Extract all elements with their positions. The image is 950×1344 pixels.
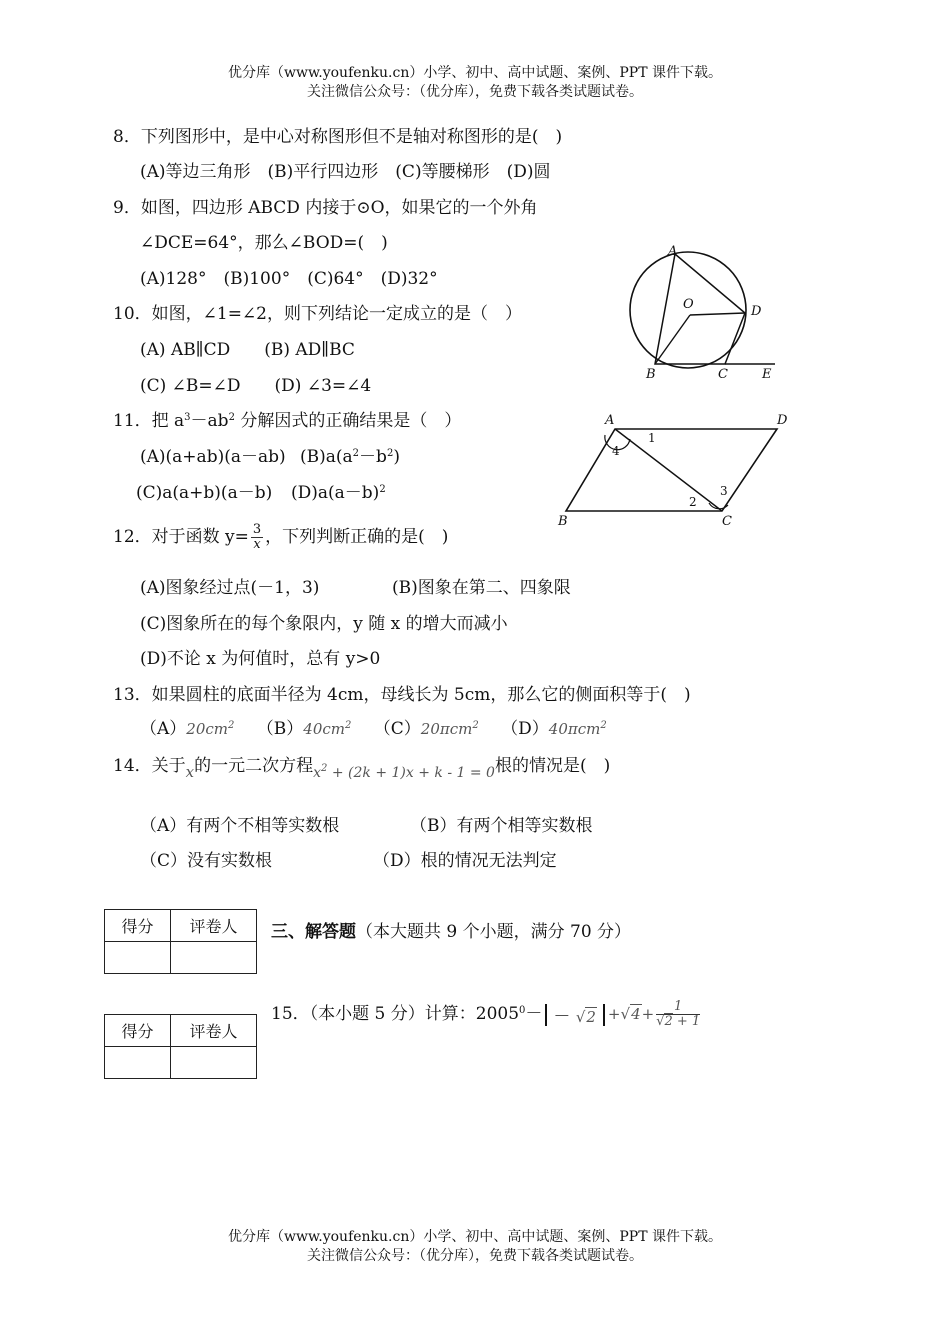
- q13-opt-d-exp: 2: [600, 720, 607, 731]
- q12-stem-post: ，下列判断正确的是( ): [265, 527, 449, 547]
- q12-fraction: [251, 523, 263, 552]
- quadrilateral-abcd: [566, 429, 777, 511]
- q10-stem: 10．如图，∠1=∠2，则下列结论一定成立的是（ ）: [113, 304, 522, 324]
- q11-option-b: [300, 446, 400, 468]
- header-line-2: 关注微信公众号：（优分库），免费下载各类试题试卷。: [307, 84, 643, 100]
- q11-stem-pre: 11．把 a: [113, 411, 185, 431]
- q12-frac-num: 3: [252, 522, 262, 537]
- q9-circle-figure: [620, 240, 790, 385]
- q11-stem-post: 分解因式的正确结果是（ ）: [234, 411, 462, 431]
- q14-stem-pre: 14．关于: [113, 756, 186, 776]
- section3-heading: [271, 921, 631, 943]
- q12-stem: [113, 523, 448, 552]
- q8-stem: 8．下列图形中，是中心对称图形但不是轴对称图形的是( ): [113, 127, 563, 147]
- q14-eq-pre: x: [313, 765, 322, 781]
- q11-optb-pre: (B)a(a: [300, 447, 353, 467]
- q15-frac-den: √2 + 1: [656, 1014, 701, 1029]
- grader-label: 评卷人: [171, 1015, 257, 1047]
- diagonal-ac: [615, 429, 722, 511]
- footer-line-2: 关注微信公众号：（优分库），免费下载各类试题试卷。: [307, 1248, 643, 1264]
- grader-cell: [171, 1047, 257, 1079]
- q10-parallelogram-figure: [552, 405, 797, 530]
- q13-opt-b-value: 40cm: [303, 720, 345, 738]
- section3-desc: （本大题共 9 个小题，满分 70 分）: [356, 922, 632, 942]
- q11-stem: [113, 410, 461, 432]
- q13-opt-a-value: 20cm: [186, 720, 228, 738]
- q11-optb-mid: －b: [359, 447, 387, 467]
- q12-stem-pre: 12．对于函数 y=: [113, 527, 249, 547]
- q13-options: [140, 718, 607, 740]
- q14-stem-mid: 的一元二次方程: [194, 756, 314, 776]
- q15-sqrt2-radicand: 2: [586, 1007, 596, 1026]
- grader-label: 评卷人: [171, 910, 257, 942]
- q15-sqrt4-radicand: 4: [631, 1005, 641, 1023]
- label-e: E: [762, 367, 772, 382]
- score-box-q15: [104, 1014, 257, 1079]
- q13-opt-c-exp: 2: [472, 720, 479, 731]
- q11-option-c: (C)a(a+b)(a－b): [136, 483, 273, 503]
- angle-label-1: 1: [648, 431, 656, 445]
- q15-abs-value: [545, 1004, 605, 1026]
- q15-abs-minus: －: [553, 1006, 571, 1027]
- q14-eq-exp: 2: [321, 763, 328, 774]
- q11-stem-mid: －ab: [190, 411, 229, 431]
- label-a: A: [668, 244, 678, 259]
- footer-line-1: 优分库（www.youfenku.cn）小学、初中、高中试题、案例、PPT 课件下载。: [227, 1229, 722, 1245]
- label-c: C: [722, 514, 732, 529]
- score-cell: [105, 942, 171, 974]
- q15-frac-den-radicand: 2: [664, 1014, 673, 1029]
- q11-exp-2: 2: [228, 412, 235, 423]
- q8-options: (A)等边三角形 (B)平行四边形 (C)等腰梯形 (D)圆: [140, 162, 551, 182]
- q15-stem: [271, 1000, 702, 1029]
- q9-stem-line1: 9．如图，四边形 ABCD 内接于⊙O，如果它的一个外角: [113, 198, 538, 218]
- q13-opt-c-label: （C）: [373, 719, 421, 739]
- q14-stem-post: 根的情况是( ): [494, 756, 611, 776]
- q15-sqrt2: √2: [575, 1007, 596, 1026]
- q13-opt-a-label: （A）: [140, 719, 187, 739]
- q12-frac-den: x: [253, 537, 261, 552]
- label-d: D: [777, 413, 788, 428]
- q15-exp-0: 0: [519, 1005, 526, 1016]
- label-b: B: [646, 367, 656, 382]
- q9-options: (A)128° (B)100° (C)64° (D)32°: [140, 269, 438, 289]
- q11-option-a: (A)(a+ab)(a－ab): [140, 447, 286, 467]
- q15-fraction: [656, 1000, 700, 1029]
- label-b: B: [558, 514, 568, 529]
- label-d: D: [751, 304, 762, 319]
- grader-cell: [171, 942, 257, 974]
- q15-frac-num: 1: [656, 1000, 700, 1015]
- score-label: 得分: [105, 1015, 171, 1047]
- q13-opt-c-value: 20πcm: [420, 720, 473, 738]
- q12-option-d: (D)不论 x 为何值时，总有 y>0: [140, 649, 381, 669]
- q15-stem-pre: 15．（本小题 5 分）计算：2005: [271, 1004, 520, 1024]
- q13-opt-d-value: 40πcm: [548, 720, 601, 738]
- q12-option-a: (A)图象经过点(－1，3): [140, 578, 320, 598]
- angle-label-3: 3: [720, 484, 728, 498]
- q14-option-c: （C）没有实数根: [140, 851, 273, 871]
- q15-plus-1: +: [607, 1005, 621, 1023]
- q14-eq-post: + (2k + 1)x + k - 1 = 0: [327, 765, 495, 781]
- section3-title: 三、解答题: [271, 922, 356, 942]
- angle-label-4: 4: [612, 444, 620, 458]
- q10-options-row1: (A) AB∥CD (B) AD∥BC: [140, 340, 355, 360]
- q13-stem: 13．如果圆柱的底面半径为 4cm，母线长为 5cm，那么它的侧面积等于( ): [113, 685, 691, 705]
- q14-option-b: （B）有两个相等实数根: [410, 816, 593, 836]
- q11-optd-pre: (D)a(a－b): [291, 483, 380, 503]
- q9-stem-line2: ∠DCE=64°，那么∠BOD=( ): [140, 233, 388, 253]
- q13-opt-d-label: （D）: [501, 719, 549, 739]
- score-box-section3: [104, 909, 257, 974]
- q11-optd-exp: 2: [379, 484, 386, 495]
- angle-label-2: 2: [689, 495, 697, 509]
- segment-ob: [655, 315, 690, 364]
- q14-option-d: （D）根的情况无法判定: [373, 851, 557, 871]
- q15-minus: －: [525, 1004, 543, 1024]
- q13-opt-b-exp: 2: [345, 720, 352, 731]
- label-a: A: [605, 413, 615, 428]
- q14-stem: [113, 755, 611, 781]
- q13-opt-b-label: （B）: [256, 719, 304, 739]
- label-c: C: [718, 367, 728, 382]
- q14-var-x: x: [185, 763, 195, 781]
- q10-options-row2: (C) ∠B=∠D (D) ∠3=∠4: [140, 376, 372, 396]
- score-cell: [105, 1047, 171, 1079]
- q13-opt-a-exp: 2: [228, 720, 235, 731]
- q11-option-d: [291, 482, 386, 504]
- segment-od: [690, 313, 745, 315]
- q11-optb-exp: 2: [352, 448, 360, 459]
- q15-plus-2: +: [641, 1005, 655, 1023]
- q14-option-a: （A）有两个不相等实数根: [140, 816, 340, 836]
- label-o: O: [683, 297, 694, 312]
- q12-option-c: (C)图象所在的每个象限内，y 随 x 的增大而减小: [140, 614, 508, 634]
- q11-optb-post: ): [393, 447, 400, 467]
- q11-exp-1: 3: [184, 412, 191, 423]
- q15-frac-den-tail: + 1: [672, 1014, 701, 1029]
- score-label: 得分: [105, 910, 171, 942]
- q14-equation: [313, 765, 495, 781]
- q11-optb-exp2: 2: [386, 448, 394, 459]
- header-line-1: 优分库（www.youfenku.cn）小学、初中、高中试题、案例、PPT 课件下载。: [227, 65, 722, 81]
- q12-option-b: (B)图象在第二、四象限: [392, 578, 571, 598]
- q15-sqrt4: √4: [620, 1005, 641, 1023]
